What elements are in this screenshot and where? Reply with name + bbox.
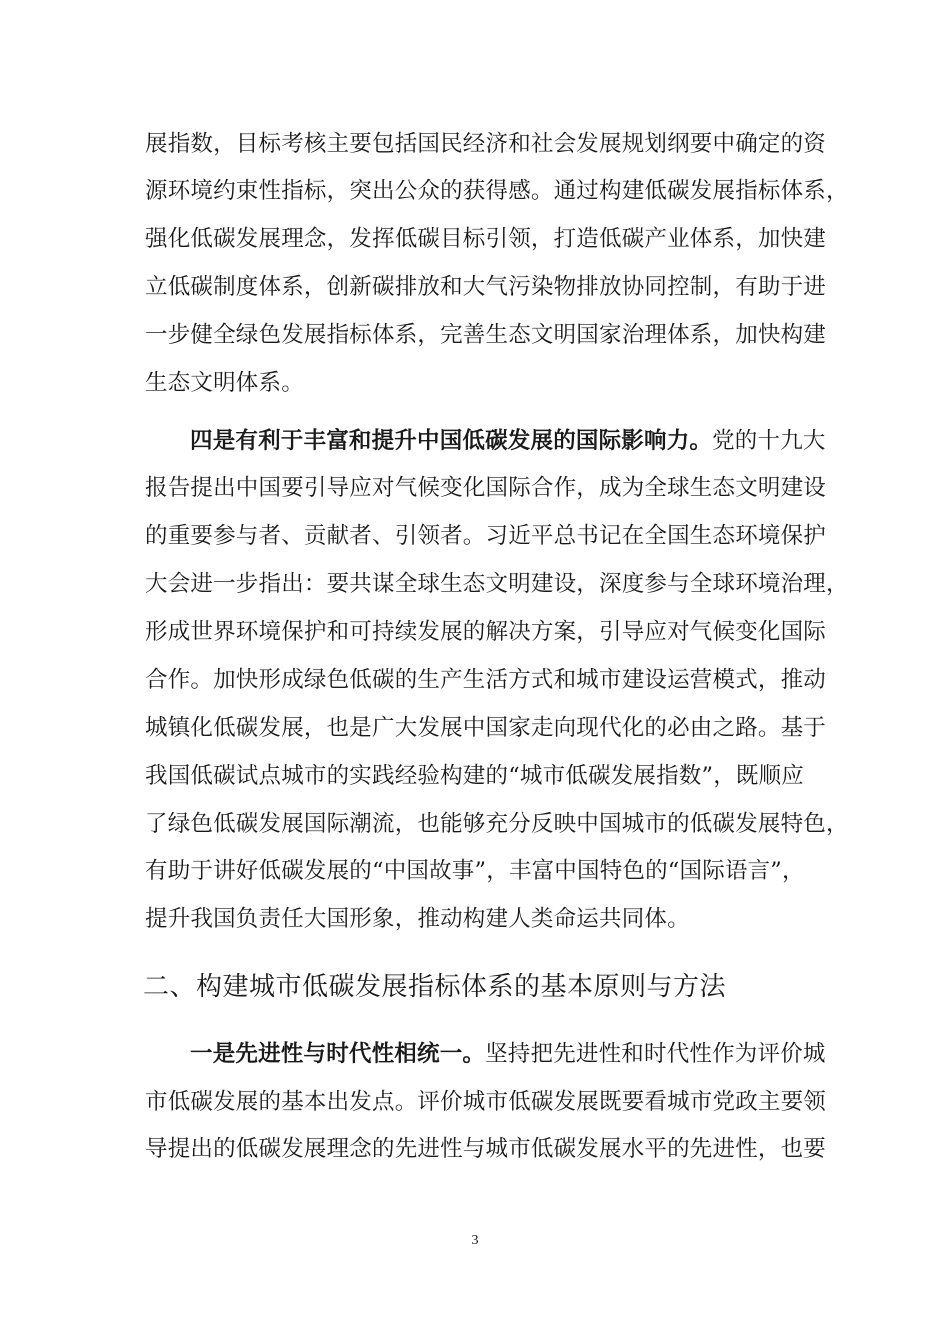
paragraph-line: 提升我国负责任大国形象，推动构建人类命运共同体。 xyxy=(145,906,690,932)
paragraph-line: 合作。加快形成绿色低碳的生产生活方式和城市建设运营模式，推动 xyxy=(145,667,827,693)
paragraph-line: 形成世界环境保护和可持续发展的解决方案，引导应对气候变化国际 xyxy=(145,619,827,645)
paragraph-line: 展指数，目标考核主要包括国民经济和社会发展规划纲要中确定的资 xyxy=(145,131,827,157)
paragraph-first-line xyxy=(190,1040,826,1068)
paragraph-first-line xyxy=(190,427,826,455)
paragraph-lead-rest: 党的十九大 xyxy=(712,428,826,454)
paragraph-line: 的重要参与者、贡献者、引领者。习近平总书记在全国生态环境保护 xyxy=(145,523,827,549)
paragraph-lead-bold: 一是先进性与时代性相统一。 xyxy=(190,1041,486,1067)
paragraph-line: 导提出的低碳发展理念的先进性与城市低碳发展水平的先进性，也要 xyxy=(145,1136,827,1162)
paragraph-line: 报告提出中国要引导应对气候变化国际合作，成为全球生态文明建设 xyxy=(145,475,827,501)
paragraph-line: 立低碳制度体系，创新碳排放和大气污染物排放协同控制，有助于进 xyxy=(145,274,827,300)
page-number: 3 xyxy=(471,1233,479,1248)
paragraph-lead-rest: 坚持把先进性和时代性作为评价城 xyxy=(485,1041,826,1067)
paragraph-line: 强化低碳发展理念，发挥低碳目标引领，打造低碳产业体系，加快建 xyxy=(145,226,827,252)
paragraph-line: 我国低碳试点城市的实践经验构建的“城市低碳发展指数”，既顺应 xyxy=(145,763,805,789)
paragraph-line: 生态文明体系。 xyxy=(145,370,304,396)
paragraph-line: 了绿色低碳发展国际潮流，也能够充分反映中国城市的低碳发展特色， xyxy=(145,811,849,837)
paragraph-line: 有助于讲好低碳发展的“中国故事”，丰富中国特色的“国际语言”， xyxy=(145,858,805,884)
paragraph-line: 一步健全绿色发展指标体系，完善生态文明国家治理体系，加快构建 xyxy=(145,322,827,348)
paragraph-line: 城镇化低碳发展，也是广大发展中国家走向现代化的必由之路。基于 xyxy=(145,715,827,741)
paragraph-line: 大会进一步指出：要共谋全球生态文明建设，深度参与全球环境治理， xyxy=(145,571,849,597)
paragraph-lead-bold: 四是有利于丰富和提升中国低碳发展的国际影响力。 xyxy=(190,428,713,454)
paragraph-line: 源环境约束性指标，突出公众的获得感。通过构建低碳发展指标体系， xyxy=(145,178,849,204)
section-heading: 二、构建城市低碳发展指标体系的基本原则与方法 xyxy=(143,972,727,1002)
paragraph-line: 市低碳发展的基本出发点。评价城市低碳发展既要看城市党政主要领 xyxy=(145,1089,827,1115)
